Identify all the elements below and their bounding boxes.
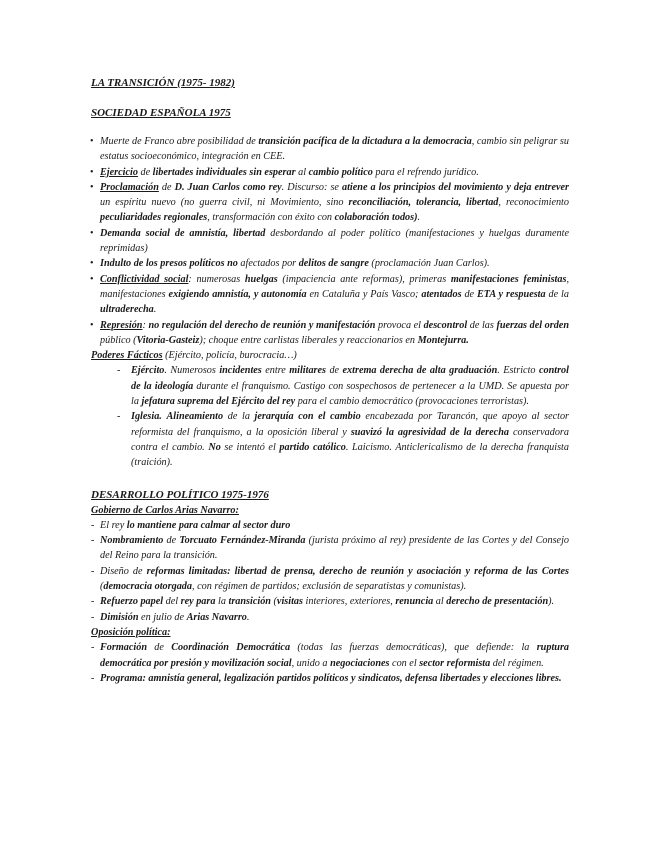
emphasis-text: Represión xyxy=(100,319,143,331)
text-run: . Discurso: se xyxy=(281,181,342,193)
poderes-facticos-line xyxy=(91,348,569,363)
text-run: Diseño de xyxy=(100,565,147,577)
text-run: , unido a xyxy=(291,657,331,669)
emphasis-text: Iglesia. xyxy=(131,411,162,423)
emphasis-text: Montejurra. xyxy=(417,334,469,346)
document-title: LA TRANSICIÓN (1975- 1982) xyxy=(91,77,235,89)
text-run: al xyxy=(295,166,309,178)
text-run: : xyxy=(142,319,149,331)
emphasis-text: libertades individuales sin esperar xyxy=(152,166,296,178)
text-run: desbordando al poder político (manifestaciones y huelgas duramente reprimidas) xyxy=(100,227,569,255)
text-run: , manifestaciones xyxy=(100,273,569,300)
text-run: : numerosas xyxy=(188,273,245,285)
emphasis-text: derecho de presentación xyxy=(446,596,549,608)
text-run: público ( xyxy=(100,334,137,346)
emphasis-text: exigiendo amnistía, y autonomía xyxy=(168,288,307,300)
text-run: de xyxy=(163,535,180,547)
text-run: en Cataluña y País Vasco; xyxy=(306,288,422,300)
emphasis-text: Conflictividad social xyxy=(100,273,189,285)
emphasis-text: extrema derecha de alta graduación xyxy=(342,365,498,377)
text-run: Muerte de Franco abre posibilidad de xyxy=(100,136,259,147)
emphasis-text: transición pacífica de la dictadura a la democracia xyxy=(258,136,472,147)
list-item xyxy=(91,564,569,595)
emphasis-text: transición xyxy=(228,596,271,608)
emphasis-text: suavizó la agresividad de la derecha xyxy=(350,426,509,438)
text-run: , cambio sin peligrar su estatus socioeconómico, integración en CEE. xyxy=(100,136,569,163)
emphasis-text: ruptura democrática por presión y movilización social xyxy=(100,642,569,669)
text-run: del xyxy=(163,596,181,608)
text-run: de xyxy=(326,365,343,377)
list-item xyxy=(91,180,569,226)
emphasis-text: Ejercicio xyxy=(100,166,138,178)
subheading-oposicion: Oposición política: xyxy=(91,626,171,638)
text-run: de xyxy=(158,181,175,193)
text-run: , con régimen de partidos; exclusión de separatistas y comunistas). xyxy=(191,581,467,593)
text-run: entre xyxy=(261,365,290,377)
emphasis-text: negociaciones xyxy=(330,657,390,669)
list-item xyxy=(91,226,569,257)
emphasis-text: militares xyxy=(289,365,327,377)
list-item xyxy=(91,518,569,533)
emphasis-text: lo mantiene para calmar al sector duro xyxy=(126,519,291,531)
emphasis-text: incidentes xyxy=(219,365,262,377)
text-run: durante el franquismo. Castigo con sospechosos de pertenecer a la UMD. Se apuesta por la xyxy=(131,380,569,408)
emphasis-text: Coordinación Democrática xyxy=(171,642,291,654)
text-run: (Ejército, policía, burocracia…) xyxy=(162,350,297,362)
text-run: de xyxy=(461,288,477,300)
text-run: ). xyxy=(548,596,555,608)
emphasis-text: sector reformista xyxy=(419,657,491,669)
emphasis-text: descontrol xyxy=(423,319,468,331)
emphasis-text: Demanda social de amnistía, libertad xyxy=(100,227,266,239)
list-item xyxy=(91,610,569,625)
text-run: . Laicismo. Anticlericalismo de la derecha franquista (traición). xyxy=(131,441,569,469)
text-run: ( xyxy=(100,581,104,593)
text-run: se intentó el xyxy=(220,441,280,453)
text-run: ); choque entre carlistas liberales y reaccionarios en xyxy=(199,334,418,346)
subheading-gobierno: Gobierno de Carlos Arias Navarro: xyxy=(91,504,239,516)
emphasis-text: atentados xyxy=(421,288,462,300)
section-heading-desarrollo: DESARROLLO POLÍTICO 1975-1976 xyxy=(91,488,269,501)
text-run: interiores, exteriores, xyxy=(302,596,396,608)
emphasis-text: jefatura suprema del Ejército del rey xyxy=(141,396,296,408)
list-item xyxy=(91,594,569,609)
text-run: para el cambio democrático (provocaciones terroristas). xyxy=(295,396,529,408)
text-run: la xyxy=(215,596,229,608)
emphasis-text: control de la ideología xyxy=(131,365,569,392)
emphasis-text: partido católico xyxy=(279,441,346,453)
list-item xyxy=(91,640,569,671)
emphasis-text: democracia otorgada xyxy=(103,581,192,593)
text-run: (jurista próximo al rey) presidente de las Cortes y del Consejo del Reino para la transición. xyxy=(100,535,570,562)
section-heading-sociedad: SOCIEDAD ESPAÑOLA 1975 xyxy=(91,107,231,119)
emphasis-text: peculiaridades regionales xyxy=(100,212,208,224)
list-item xyxy=(91,165,569,180)
list-item xyxy=(91,533,569,564)
emphasis-text: Alineamiento xyxy=(166,411,224,423)
emphasis-text: manifestaciones feministas xyxy=(450,273,567,285)
emphasis-text: colaboración todos) xyxy=(334,212,418,224)
emphasis-text: No xyxy=(208,441,221,453)
emphasis-text: Ejército xyxy=(131,365,165,377)
list-item xyxy=(115,363,569,409)
emphasis-text: Programa: amnistía general, legalización partidos políticos y sindicatos, defensa libertades y elecciones libres. xyxy=(100,672,562,684)
emphasis-text: Dimisión xyxy=(100,611,139,623)
gobierno-list xyxy=(91,518,569,625)
text-run: (todas las fuerzas democráticas), que defiende: la xyxy=(290,642,537,654)
text-run: de xyxy=(146,642,172,654)
emphasis-text: atiene a los principios del movimiento y deja entrever xyxy=(342,181,570,193)
text-run: un espíritu nuevo (no guerra civil, ni Movimiento, sino xyxy=(100,197,349,209)
text-run: , reconocimiento xyxy=(498,197,569,209)
emphasis-text: Vitoria-Gasteiz xyxy=(136,334,200,346)
sociedad-bullet-list xyxy=(91,134,569,348)
list-item xyxy=(91,256,569,271)
emphasis-text: cambio político xyxy=(308,166,373,178)
text-run: afectados por xyxy=(237,258,299,270)
text-run: provoca el xyxy=(375,319,424,331)
emphasis-text: Indulto de los presos políticos no xyxy=(100,258,238,270)
emphasis-text: renuncia xyxy=(395,596,434,608)
list-item xyxy=(91,134,569,165)
emphasis-text: Refuerzo papel xyxy=(100,596,164,608)
emphasis-text: ultraderecha xyxy=(100,304,154,316)
text-run: . Numerosos xyxy=(164,365,220,377)
text-run: de las xyxy=(467,319,497,331)
text-run: con el xyxy=(389,657,420,669)
emphasis-text: huelgas xyxy=(244,273,278,285)
list-item xyxy=(91,671,569,686)
emphasis-text: Nombramiento xyxy=(100,535,164,547)
text-run: . Estricto xyxy=(497,365,539,377)
text-run: de la xyxy=(545,288,569,300)
text-run: en julio de xyxy=(138,611,187,623)
emphasis-text: fuerzas del orden xyxy=(496,319,569,331)
emphasis-text: delitos de sangre xyxy=(298,258,369,270)
text-run: para el refrendo jurídico. xyxy=(372,166,479,178)
text-run: , transformación con éxito con xyxy=(207,212,335,224)
emphasis-text: reconciliación, tolerancia, libertad xyxy=(348,197,499,209)
emphasis-text: Poderes Fácticos xyxy=(91,350,163,362)
list-item xyxy=(91,318,569,349)
emphasis-text: Formación xyxy=(100,642,147,654)
document-page xyxy=(91,76,569,686)
list-item xyxy=(115,409,569,470)
poderes-list xyxy=(91,363,569,470)
text-run: de la xyxy=(223,411,255,423)
text-run: conservadora contra el cambio. xyxy=(131,426,569,453)
text-run: ( xyxy=(270,596,277,608)
list-item xyxy=(91,272,569,318)
emphasis-text: D. Juan Carlos como rey xyxy=(174,181,282,193)
text-run: . xyxy=(246,611,250,623)
emphasis-text: rey para xyxy=(180,596,216,608)
text-run: El rey xyxy=(100,519,127,531)
emphasis-text: reformas limitadas: libertad de prensa, derecho de reunión y asociación y reforma de las Cortes xyxy=(146,565,569,577)
text-run: al xyxy=(433,596,447,608)
text-run: encabezada por Tarancón, que apoyo al sector reformista del franquismo, a la oposición liberal y xyxy=(131,411,570,438)
text-run: (impaciencia ante reformas), primeras xyxy=(277,273,451,285)
text-run: de xyxy=(137,166,153,178)
emphasis-text: Torcuato Fernández-Miranda xyxy=(179,535,306,547)
text-run: (proclamación Juan Carlos). xyxy=(368,258,490,270)
text-run: del régimen. xyxy=(490,657,544,669)
emphasis-text: Arias Navarro xyxy=(186,611,247,623)
emphasis-text: ETA y respuesta xyxy=(476,288,546,300)
emphasis-text: jerarquía con el cambio xyxy=(254,411,361,423)
emphasis-text: no regulación del derecho de reunión y manifestación xyxy=(148,319,376,331)
emphasis-text: visitas xyxy=(276,596,303,608)
emphasis-text: Proclamación xyxy=(100,181,159,193)
text-run: . xyxy=(417,212,421,224)
text-run: . xyxy=(153,304,157,316)
oposicion-list xyxy=(91,640,569,686)
